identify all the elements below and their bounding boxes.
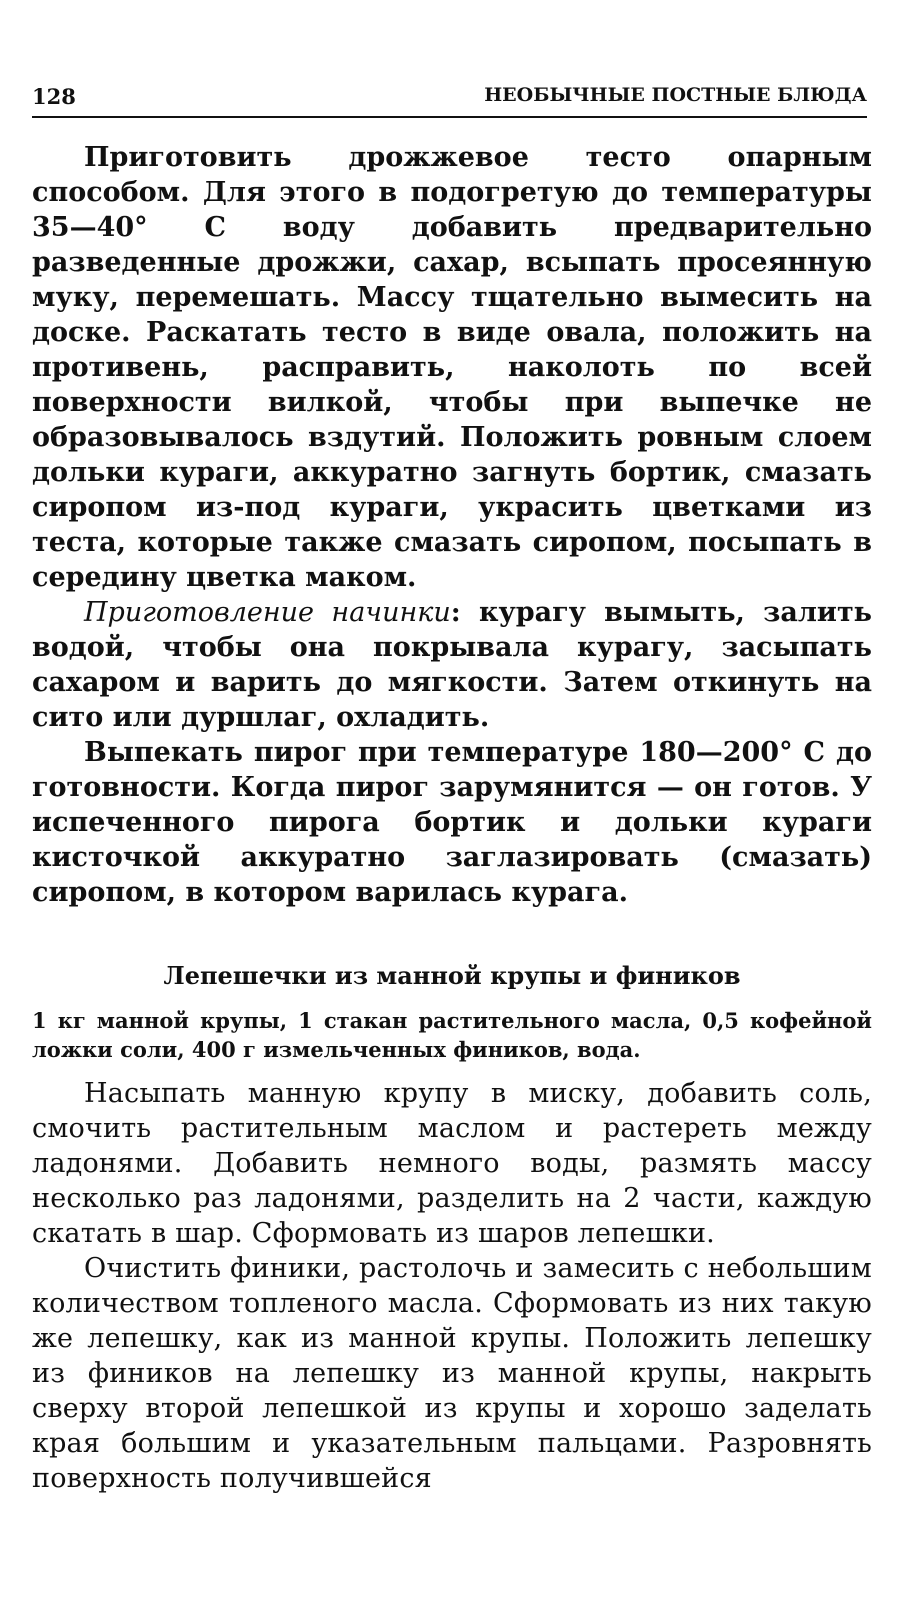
ingredients-list: 1 кг манной крупы, 1 стакан растительного масла, 0,5 кофейной ложки соли, 400 г измельченных фиников, вода. [32, 1008, 872, 1062]
filling-text: : курагу вымыть, залить водой, чтобы она покрывала курагу, засыпать сахаром и варить до мягкости. Затем откинуть на сито или дуршлаг, охладить. [32, 597, 873, 733]
filling-paragraph [32, 595, 872, 735]
dough-paragraph: Приготовить дрожжевое тесто опарным способом. Для этого в подогретую до температуры 35—40° С воду добавить предварительно разведенные дрожжи, сахар, всыпать просеянную муку, перемешать. Массу тщательно вымесить на доске. Раскатать тесто в виде овала, положить на противень, расправить, наколоть по всей поверхности вилкой, чтобы при выпечке не образовывалось вздутий. Положить ровным слоем дольки кураги, аккуратно загнуть бортик, смазать сиропом из-под кураги, украсить цветками из теста, которые также смазать сиропом, посыпать в середину цветка маком. [32, 142, 872, 593]
page-number: 128 [32, 84, 76, 109]
page-header [32, 78, 867, 118]
recipe-step-2: Очистить финики, растолочь и замесить с небольшим количеством топленого масла. Сформовать из них такую же лепешку, как из манной крупы. Положить лепешку из фиников на лепешку из манной крупы, накрыть сверху второй лепешкой из крупы и хорошо заделать края большим и указательным пальцами. Разровнять поверхность получившейся [32, 1253, 872, 1494]
page-content [32, 140, 872, 1496]
recipe-title: Лепешечки из манной крупы и фиников [163, 961, 741, 990]
running-title: НЕОБЫЧНЫЕ ПОСТНЫЕ БЛЮДА [484, 84, 867, 106]
baking-paragraph: Выпекать пирог при температуре 180—200° С до готовности. Когда пирог зарумянится — он готов. У испеченного пирога бортик и дольки кураги кисточкой аккуратно заглазировать (смазать) сиропом, в котором варилась курага. [32, 737, 872, 908]
recipe-step-1: Насыпать манную крупу в миску, добавить соль, смочить растительным маслом и растереть между ладонями. Добавить немного воды, размять массу несколько раз ладонями, разделить на 2 части, каждую скатать в шар. Сформовать из шаров лепешки. [32, 1078, 872, 1249]
filling-label: Приготовление начинки [84, 597, 451, 628]
